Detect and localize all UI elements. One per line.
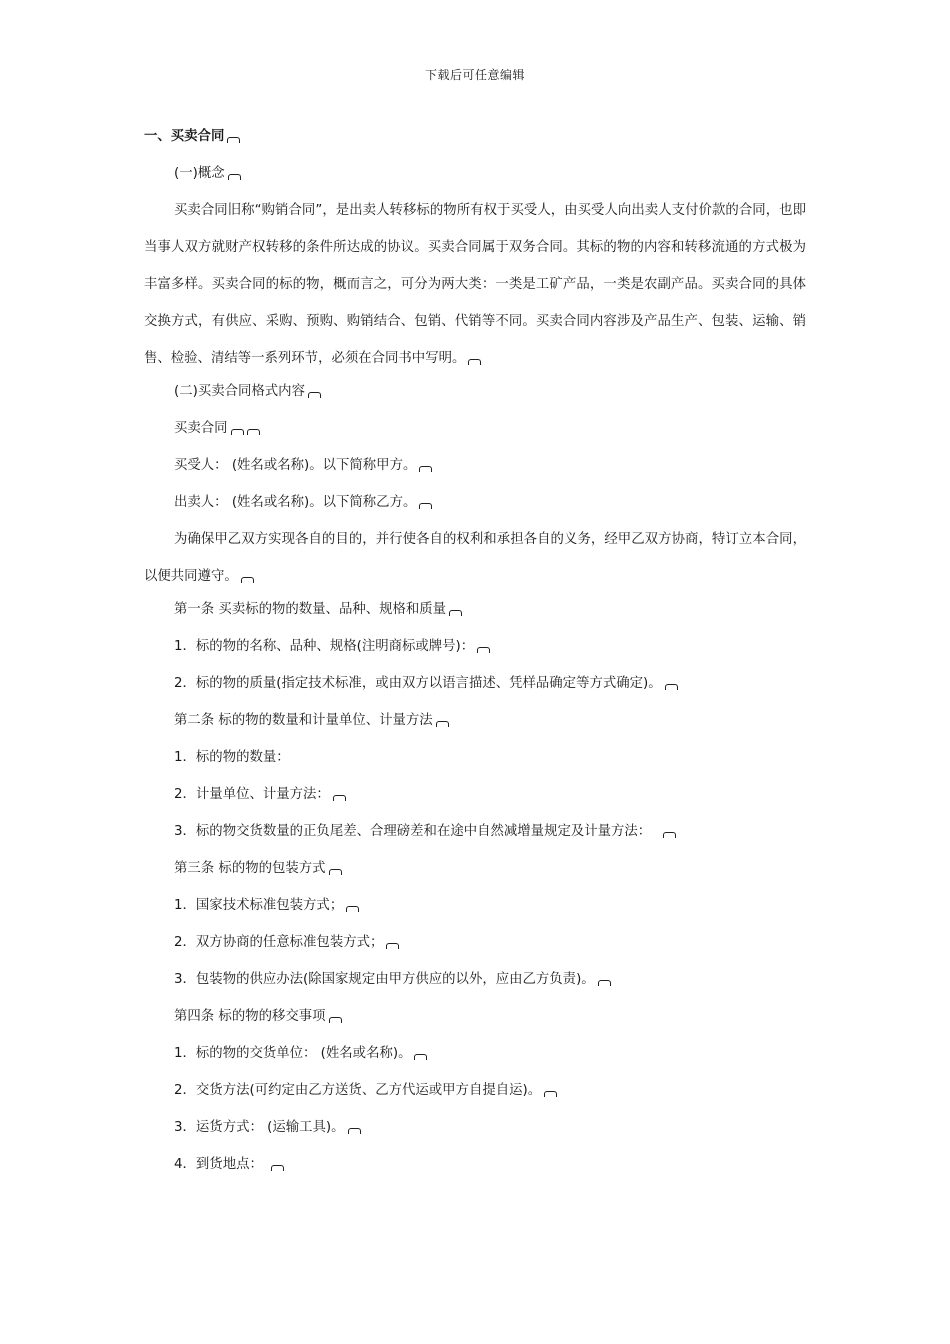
contract-title xyxy=(144,414,806,451)
paragraph-mark-icon xyxy=(228,174,241,180)
clause xyxy=(144,1150,806,1187)
article-text: 第三条 标的物的包装方式 xyxy=(174,861,326,876)
clause-text: 1．标的物的名称、品种、规格(注明商标或牌号)： xyxy=(174,639,475,654)
clause xyxy=(144,817,806,854)
article-heading xyxy=(144,595,806,632)
paragraph-mark-icon xyxy=(333,795,346,801)
paragraph-mark-icon xyxy=(308,392,321,398)
subheading-text: (二)买卖合同格式内容 xyxy=(174,384,305,399)
paragraph-text xyxy=(144,521,806,595)
paragraph-mark-icon xyxy=(663,832,676,838)
paragraph-mark-icon xyxy=(468,359,481,365)
heading-text: 一、买卖合同 xyxy=(144,129,225,144)
article-text: 第二条 标的物的数量和计量单位、计量方法 xyxy=(174,713,433,728)
article-heading xyxy=(144,1002,806,1039)
paragraph-mark-icon xyxy=(241,577,254,583)
article-text: 第四条 标的物的移交事项 xyxy=(174,1009,326,1024)
paragraph-mark-icon xyxy=(544,1091,557,1097)
paragraph-text xyxy=(144,192,806,377)
clause-text: 2．计量单位、计量方法： xyxy=(174,787,330,802)
clause-text: 3．包装物的供应办法(除国家规定由甲方供应的以外，应由乙方负责)。 xyxy=(174,972,595,987)
paragraph-mark-icon xyxy=(348,1128,361,1134)
paragraph-body: 买卖合同旧称“购销合同”，是出卖人转移标的物所有权于买受人，由买受人向出卖人支付价款的合同，也即当事人双方就财产权转移的条件所达成的协议。买卖合同属于双务合同。其标的物的内容和转移流通的方式极为丰富多样。买卖合同的标的物，概而言之，可分为两大类：一类是工矿产品，一类是农副产品。买卖合同的具体交换方式，有供应、采购、预购、购销结合、包销、代销等不同。买卖合同内容涉及产品生产、包装、运输、销售、检验、清结等一系列环节，必须在合同书中写明。 xyxy=(144,203,806,366)
paragraph-mark-icon xyxy=(477,647,490,653)
paragraph-mark-icon xyxy=(419,466,432,472)
paragraph-mark-icon xyxy=(231,429,244,435)
clause xyxy=(144,1076,806,1113)
section-heading xyxy=(144,122,806,159)
paragraph-mark-icon xyxy=(247,429,260,435)
clause-text: 2．标的物的质量(指定技术标准，或由双方以语言描述、凭样品确定等方式确定)。 xyxy=(174,676,662,691)
buyer-line xyxy=(144,451,806,488)
clause-text: 1．国家技术标准包装方式； xyxy=(174,898,344,913)
clause-text: 1．标的物的数量： xyxy=(174,750,290,765)
buyer-text: 买受人： (姓名或名称)。以下简称甲方。 xyxy=(174,458,417,473)
paragraph-mark-icon xyxy=(271,1165,284,1171)
paragraph-body: 为确保甲乙双方实现各自的目的，并行使各自的权利和承担各自的义务，经甲乙双方协商，特订立本合同，以便共同遵守。 xyxy=(144,532,806,584)
clause-text: 1．标的物的交货单位： (姓名或名称)。 xyxy=(174,1046,412,1061)
paragraph-mark-icon xyxy=(436,721,449,727)
clause xyxy=(144,669,806,706)
paragraph-mark-icon xyxy=(346,906,359,912)
paragraph-mark-icon xyxy=(449,610,462,616)
page-header: 下载后可任意编辑 xyxy=(424,68,525,82)
paragraph-mark-icon xyxy=(227,137,240,143)
clause xyxy=(144,632,806,669)
article-text: 第一条 买卖标的物的数量、品种、规格和质量 xyxy=(174,602,447,617)
subheading xyxy=(144,159,806,196)
paragraph-mark-icon xyxy=(329,1017,342,1023)
clause xyxy=(144,965,806,1002)
document-body xyxy=(144,122,806,1187)
clause xyxy=(144,743,806,780)
clause xyxy=(144,1113,806,1150)
paragraph xyxy=(144,192,806,377)
clause xyxy=(144,780,806,817)
paragraph-mark-icon xyxy=(419,503,432,509)
paragraph-mark-icon xyxy=(414,1054,427,1060)
clause-text: 4．到货地点： xyxy=(174,1157,263,1172)
clause-text: 2．双方协商的任意标准包装方式； xyxy=(174,935,384,950)
paragraph-mark-icon xyxy=(598,980,611,986)
clause-text: 2．交货方法(可约定由乙方送货、乙方代运或甲方自提自运)。 xyxy=(174,1083,542,1098)
clause-text: 3．运货方式： (运输工具)。 xyxy=(174,1120,345,1135)
contract-title-text: 买卖合同 xyxy=(174,421,228,436)
clause xyxy=(144,928,806,965)
subheading-text: (一)概念 xyxy=(174,166,225,181)
clause-text: 3．标的物交货数量的正负尾差、合理磅差和在途中自然减增量规定及计量方法： xyxy=(174,824,652,839)
seller-line xyxy=(144,488,806,525)
clause xyxy=(144,891,806,928)
subheading xyxy=(144,377,806,414)
clause xyxy=(144,1039,806,1076)
seller-text: 出卖人： (姓名或名称)。以下简称乙方。 xyxy=(174,495,417,510)
paragraph-mark-icon xyxy=(665,684,678,690)
paragraph-mark-icon xyxy=(329,869,342,875)
article-heading xyxy=(144,706,806,743)
paragraph xyxy=(144,521,806,595)
paragraph-mark-icon xyxy=(386,943,399,949)
article-heading xyxy=(144,854,806,891)
